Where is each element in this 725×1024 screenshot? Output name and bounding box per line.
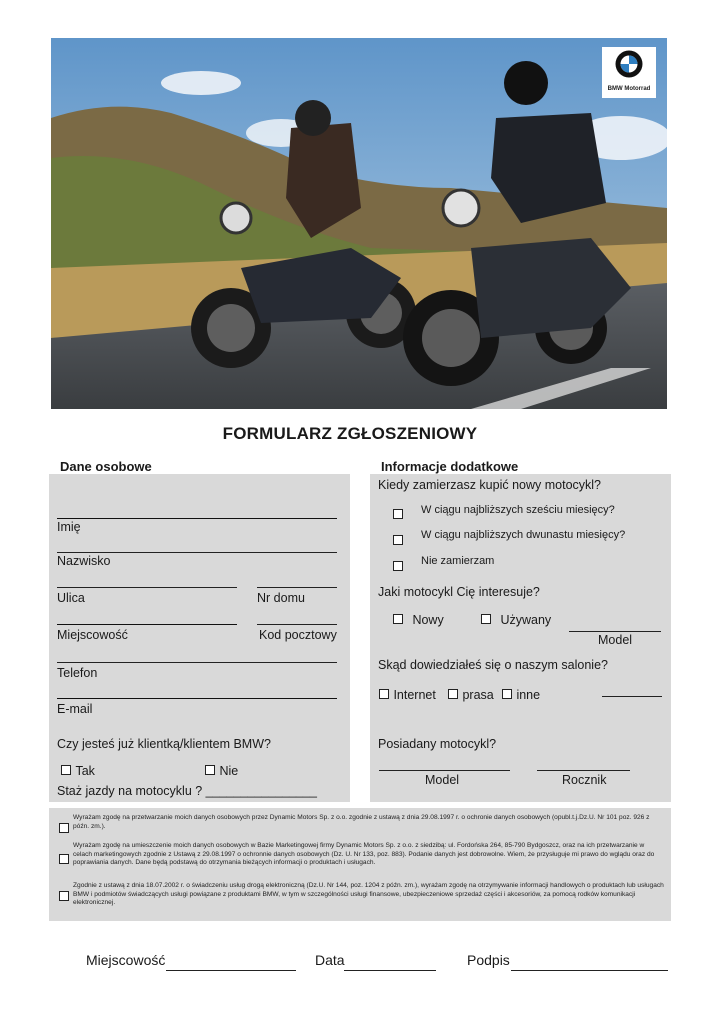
interest-used-checkbox[interactable] bbox=[481, 614, 491, 624]
source-question: Skąd dowiedziałeś się o naszym salonie? bbox=[378, 658, 608, 672]
client-yes-label: Tak bbox=[75, 764, 95, 778]
signature-place-label: Miejscowość bbox=[86, 952, 166, 968]
interest-new-option[interactable] bbox=[393, 611, 444, 629]
interest-used-option[interactable] bbox=[481, 611, 551, 629]
source-press-option[interactable] bbox=[448, 686, 494, 704]
consent-2-text: Wyrażam zgodę na umieszczenie moich danych osobowych w Bazie Marketingowej firmy Dynamic Motors Sp. z o.o. z siedzibą: ul. Fordońska 264, 85-790 Bydgoszcz, oraz na ich przetwarzanie w celach marketingowych zgodnie z Ustawą z 29.08.1997 o ochronnie danych osobowych (Dz. U. Nr 133, poz. 883). Podanie danych jest dobrowolne. Wiem, że przysługuje mi prawo do wglądu oraz do poprawiania danych. Dane będą podstawą do otrzymania bieżących informacji o produktach i usługach. bbox=[73, 842, 655, 867]
owned-motorcycle-question: Posiadany motocykl? bbox=[378, 737, 497, 751]
bmw-motorrad-logo bbox=[602, 47, 656, 98]
bmw-roundel-icon bbox=[615, 50, 643, 78]
street-label: Ulica bbox=[57, 591, 85, 605]
house-number-label: Nr domu bbox=[257, 591, 305, 605]
signature-date-label: Data bbox=[315, 952, 345, 968]
last-name-label: Nazwisko bbox=[57, 554, 111, 568]
interest-model-field[interactable] bbox=[569, 631, 661, 632]
source-internet-label: Internet bbox=[393, 688, 436, 702]
checkbox[interactable] bbox=[393, 535, 403, 545]
source-other-label: inne bbox=[516, 688, 541, 702]
source-other-field[interactable] bbox=[602, 696, 662, 697]
source-other-checkbox[interactable] bbox=[502, 689, 512, 699]
owned-model-field[interactable] bbox=[379, 770, 510, 771]
consent-3-text: Zgodnie z ustawą z dnia 18.07.2002 r. o świadczeniu usług drogą elektroniczną (Dz.U. Nr 144, poz. 1204 z późn. zm.), wyrażam zgodę na otrzymywanie informacji handlowych o produktach lub usługach BMW i podmiotów świadczących usługi powiązane z produktami BMW, w tym w szczególności usługi finansowe, ubezpieczeniowe sprzedaż części i akcesoriów, za pomocą rodków komunikacji elektronicznej. bbox=[73, 882, 664, 907]
interest-model-label: Model bbox=[598, 633, 633, 647]
purchase-option-12-months[interactable] bbox=[393, 532, 403, 550]
phone-label: Telefon bbox=[57, 666, 98, 680]
owned-model-label: Model bbox=[425, 773, 460, 787]
purchase-option-label: W ciągu najbliższych dwunastu miesięcy? bbox=[421, 529, 626, 541]
client-no-option[interactable] bbox=[205, 762, 238, 780]
interest-used-label: Używany bbox=[500, 613, 552, 627]
purchase-option-label: W ciągu najbliższych sześciu miesięcy? bbox=[421, 504, 615, 516]
consent-3-checkbox[interactable] bbox=[59, 888, 69, 906]
additional-info-panel bbox=[370, 474, 671, 802]
city-label: Miejscowość bbox=[57, 628, 128, 642]
last-name-field[interactable] bbox=[57, 552, 337, 553]
signature-place-field[interactable] bbox=[166, 970, 296, 971]
street-field[interactable] bbox=[57, 587, 237, 588]
interest-question: Jaki motocykl Cię interesuje? bbox=[378, 585, 540, 599]
additional-info-heading: Informacje dodatkowe bbox=[381, 459, 519, 474]
consent-section bbox=[49, 808, 671, 921]
city-field[interactable] bbox=[57, 624, 237, 625]
riding-experience-field[interactable]: Staż jazdy na motocyklu ? ________________ bbox=[57, 784, 317, 798]
phone-field[interactable] bbox=[57, 662, 337, 663]
hero-photo bbox=[51, 38, 667, 409]
purchase-option-6-months[interactable] bbox=[393, 506, 403, 524]
owned-year-field[interactable] bbox=[537, 770, 630, 771]
source-internet-option[interactable] bbox=[379, 686, 436, 704]
interest-new-checkbox[interactable] bbox=[393, 614, 403, 624]
client-no-checkbox[interactable] bbox=[205, 765, 215, 775]
bmw-client-question: Czy jesteś już klientką/klientem BMW? bbox=[57, 737, 271, 751]
personal-data-heading: Dane osobowe bbox=[60, 459, 152, 474]
consent-1-checkbox[interactable] bbox=[59, 820, 69, 838]
source-other-option[interactable] bbox=[502, 686, 540, 704]
house-number-field[interactable] bbox=[257, 587, 337, 588]
email-label: E-mail bbox=[57, 702, 93, 716]
email-field[interactable] bbox=[57, 698, 337, 699]
form-title: FORMULARZ ZGŁOSZENIOWY bbox=[222, 424, 478, 443]
first-name-label: Imię bbox=[57, 520, 81, 534]
owned-year-label: Rocznik bbox=[562, 773, 607, 787]
checkbox[interactable] bbox=[393, 561, 403, 571]
client-yes-checkbox[interactable] bbox=[61, 765, 71, 775]
interest-new-label: Nowy bbox=[412, 613, 444, 627]
purchase-option-not-planning[interactable] bbox=[393, 558, 403, 576]
source-internet-checkbox[interactable] bbox=[379, 689, 389, 699]
postal-code-field[interactable] bbox=[257, 624, 337, 625]
purchase-time-question: Kiedy zamierzasz kupić nowy motocykl? bbox=[378, 478, 601, 492]
client-yes-option[interactable] bbox=[61, 762, 95, 780]
first-name-field[interactable] bbox=[57, 518, 337, 519]
consent-2-checkbox[interactable] bbox=[59, 851, 69, 869]
checkbox[interactable] bbox=[393, 509, 403, 519]
purchase-option-label: Nie zamierzam bbox=[421, 555, 495, 567]
logo-text: BMW Motorrad bbox=[607, 86, 651, 92]
postal-code-label: Kod pocztowy bbox=[259, 628, 337, 642]
signature-label: Podpis bbox=[467, 952, 510, 968]
client-no-label: Nie bbox=[219, 764, 239, 778]
source-press-checkbox[interactable] bbox=[448, 689, 458, 699]
source-press-label: prasa bbox=[462, 688, 494, 702]
consent-1-text: Wyrażam zgodę na przetwarzanie moich danych osobowych przez Dynamic Motors Sp. z o.o. zgodnie z ustawą z dnia 29.08.1997 r. o ochronie danych osobowych (opubl.t.j.Dz.U. Nr 101 poz. 926 z późn. zm.). bbox=[73, 814, 650, 830]
personal-data-panel bbox=[49, 474, 350, 802]
signature-date-field[interactable] bbox=[344, 970, 436, 971]
signature-field[interactable] bbox=[511, 970, 668, 971]
